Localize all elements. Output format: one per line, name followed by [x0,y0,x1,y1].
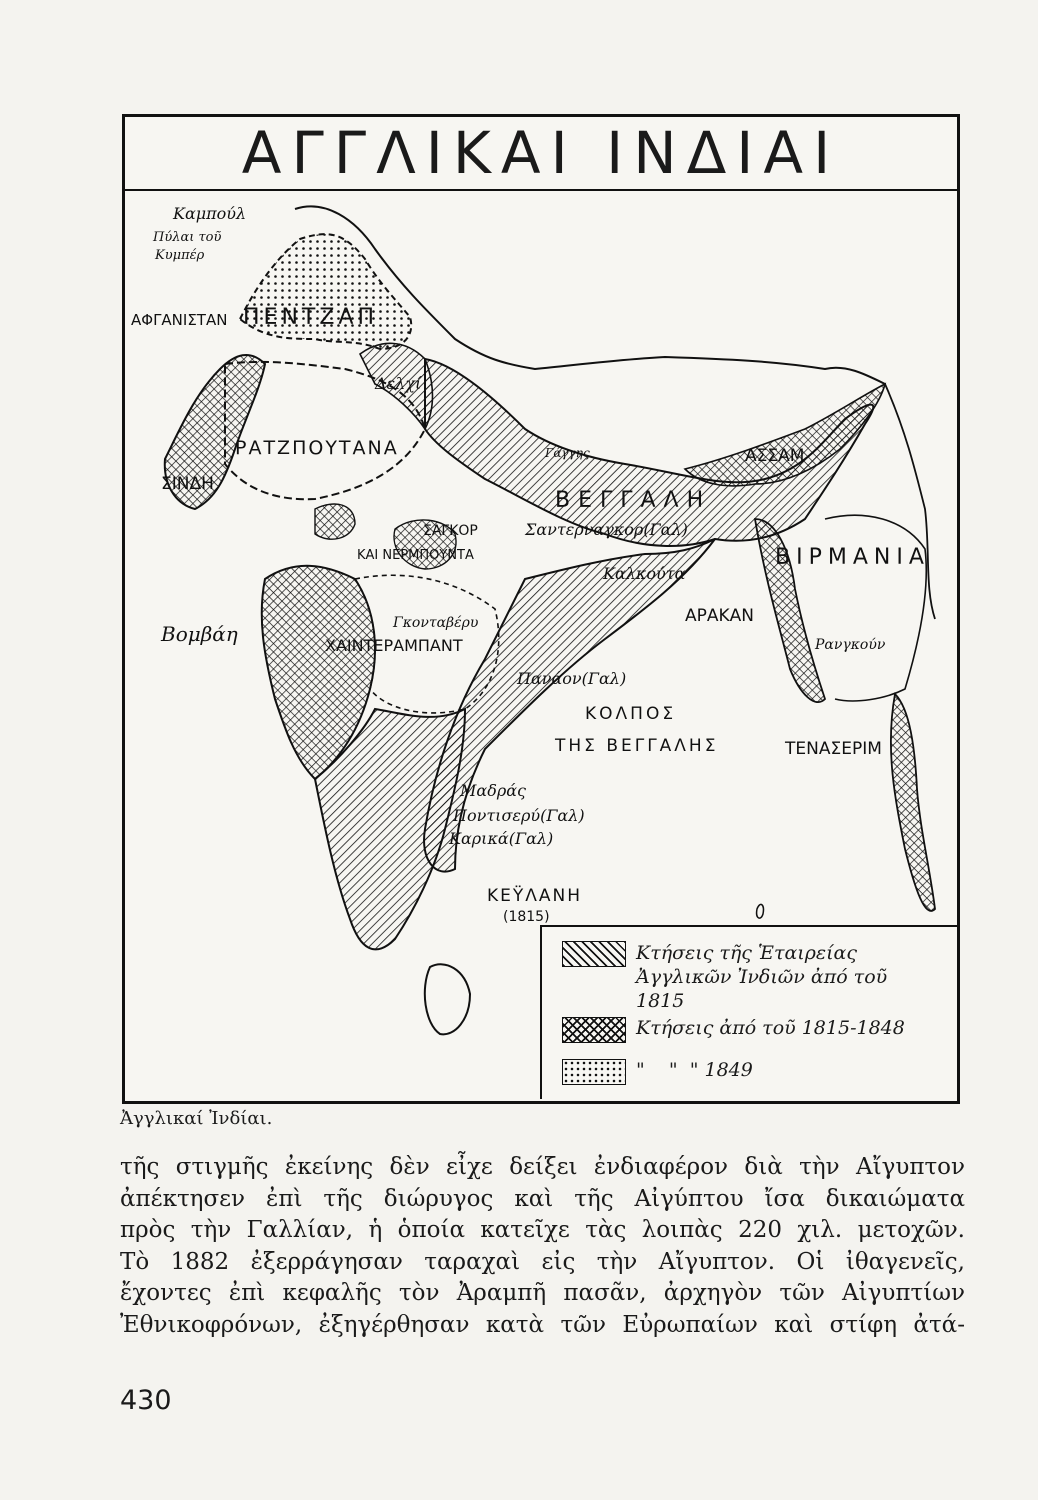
label-pylai: Πύλαι τοῦ [153,230,222,245]
ceylon-island [425,964,470,1034]
text-line: Ἐθνικοφρόνων, ἐξηγέρθησαν κατὰ τῶν Εὐρωπαίων καὶ στίφη ἀτά- [120,1311,965,1338]
text-line: τῆς στιγμῆς ἐκείνης δὲν εἶχε δείξει ἐνδιαφέρον διὰ τὴν Αἴγυπτον [120,1154,965,1180]
label-tenaserim: ΤΕΝΑΣΕΡΙΜ [785,739,882,759]
figure-caption: Ἀγγλικαί Ἰνδίαι. [120,1108,273,1129]
map-legend [540,925,957,1099]
label-afganistan: ΑΦΓΑΝΙΣΤΑΝ [131,311,228,329]
text-line: ἀπέκτησεν ἐπὶ τῆς διώρυγος καὶ τῆς Αἰγύπτου ἴσα δικαιώματα [120,1185,965,1212]
legend-swatch-cross-hatched [562,1017,626,1043]
label-nerbouda: ΚΑΙ ΝΕΡΜΠΟΥΝΤΑ [357,548,474,563]
legend-swatch-dotted [562,1059,626,1085]
label-kolpos: ΚΟΛΠΟΣ [585,704,677,724]
text-line: Τὸ 1882 ἐξερράγησαν ταραχαὶ εἰς τὴν Αἴγυπτον. Οἱ ἰθαγενεῖς, [120,1248,965,1275]
label-kymper: Κυμπέρ [155,248,205,263]
label-sagkor: ΣΑΓΚΟΡ [423,523,478,539]
label-birmania: ΒΙΡΜΑΝΙΑ [775,545,930,570]
legend-text: Κτήσεις ἀπό τοῦ 1815-1848 [636,1017,905,1039]
page-number: 430 [120,1385,172,1416]
label-santernagor: Σαντερναγκόρ(Γαλ) [525,520,688,539]
map-figure [122,114,960,1104]
label-rangkoun: Ρανγκούν [815,637,886,653]
legend-text: " " " 1849 [636,1059,753,1081]
label-pentzap: ΠΕΝΤΖΑΠ [243,305,379,330]
label-keylani-year: (1815) [503,909,550,925]
legend-item [562,1017,905,1043]
text-line: ἔχοντες ἐπὶ κεφαλῆς τὸν Ἀραμπῆ πασᾶν, ἀρχηγὸν τῶν Αἰγυπτίων [120,1280,965,1306]
label-gaggis: Γάγγης [545,446,590,460]
label-arakan: ΑΡΑΚΑΝ [685,606,755,626]
body-text [120,1152,965,1341]
label-bombai: Βομβάη [161,622,238,646]
label-tis-veggalis: ΤΗΣ ΒΕΓΓΑΛΗΣ [555,736,719,756]
label-xainterampant: ΧΑΙΝΤΕΡΑΜΠΑΝΤ [325,636,463,655]
label-kampoul: Καμπούλ [173,204,247,223]
label-panaon: Πανάον(Γαλ) [517,669,627,688]
legend-text: Κτήσεις τῆς Ἑταιρείας Ἀγγλικῶν Ἰνδιῶν ἀπό τοῦ 1815 [636,942,888,1012]
label-sinai: ΣΙΝΔΗ [161,474,214,494]
label-assam: ΑΣΣΑΜ [745,446,805,466]
legend-swatch-hatched [562,941,626,967]
label-karika: Καρικά(Γαλ) [449,829,554,848]
burma-outline [825,515,926,701]
map-title: ΑΓΓΛΙΚΑΙ ΙΝΔΙΑΙ [125,117,957,191]
andaman-islands [757,904,764,918]
label-delxi: Δελχί [375,374,422,393]
eastern-frontier [885,384,935,619]
label-gkontavero: Γκονταβέρυ [393,615,479,631]
legend-item [562,1059,753,1085]
label-kalkouta: Καλκούτα [603,564,686,583]
label-keylani: ΚΕΫΛΑΝΗ [487,886,583,906]
label-pontiseri: Ποντισερύ(Γαλ) [453,806,585,825]
label-veggali: ΒΕΓΓΑΛΗ [555,488,712,513]
punjab-region [240,234,411,349]
legend-item [562,941,936,1013]
tenasserim-region [891,694,935,911]
text-line: πρὸς τὴν Γαλλίαν, ἡ ὁποία κατεῖχε τὰς λοιπὰς 220 χιλ. μετοχῶν. [120,1217,965,1243]
central-blob [315,504,355,539]
label-madras: Μαδράς [460,781,526,800]
label-ratzpoutana: ΡΑΤΖΠΟΥΤΑΝΑ [235,437,399,459]
